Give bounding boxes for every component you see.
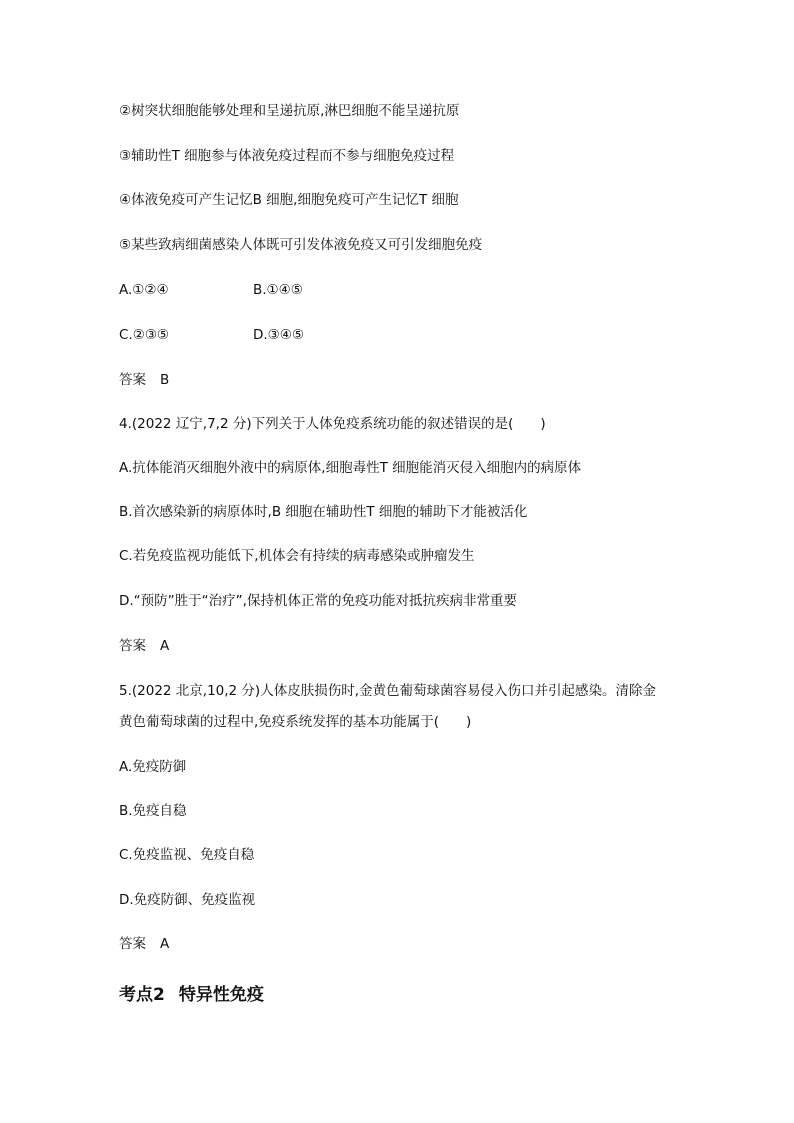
section-heading bbox=[119, 983, 264, 1007]
q4-option-c: C.若免疫监视功能低下,机体会有持续的病毒感染或肿瘤发生 bbox=[119, 548, 475, 564]
q3-statement-2: ②树突状细胞能够处理和呈递抗原,淋巴细胞不能呈递抗原 bbox=[119, 103, 460, 119]
q5-stem-line-1: 5.(2022 北京,10,2 分)人体皮肤损伤时,金黄色葡萄球菌容易侵入伤口并引起感染。清除金 bbox=[119, 683, 656, 699]
q5-answer-value: A bbox=[160, 936, 170, 952]
q3-statement-5: ⑤某些致病细菌感染人体既可引发体液免疫又可引发细胞免疫 bbox=[119, 237, 483, 253]
q5-option-b: B.免疫自稳 bbox=[119, 803, 187, 819]
q4-answer-value: A bbox=[160, 638, 170, 654]
q4-option-a: A.抗体能消灭细胞外液中的病原体,细胞毒性T 细胞能消灭侵入细胞内的病原体 bbox=[119, 460, 582, 476]
q3-options-row-1 bbox=[119, 280, 303, 300]
q5-option-d: D.免疫防御、免疫监视 bbox=[119, 892, 256, 908]
q5-option-c: C.免疫监视、免疫自稳 bbox=[119, 847, 255, 863]
q3-option-d: D.③④⑤ bbox=[253, 327, 304, 343]
q5-option-a: A.免疫防御 bbox=[119, 759, 187, 775]
q4-stem: 4.(2022 辽宁,7,2 分)下列关于人体免疫系统功能的叙述错误的是( ) bbox=[119, 416, 546, 432]
q3-option-b: B.①④⑤ bbox=[253, 282, 303, 298]
q4-answer-label: 答案 bbox=[119, 638, 146, 654]
q3-statement-3: ③辅助性T 细胞参与体液免疫过程而不参与细胞免疫过程 bbox=[119, 148, 455, 164]
q3-answer bbox=[119, 370, 169, 390]
q3-answer-value: B bbox=[160, 372, 170, 388]
q4-answer bbox=[119, 636, 169, 656]
section-number: 考点2 bbox=[119, 985, 165, 1005]
q5-stem-line-2: 黄色葡萄球菌的过程中,免疫系统发挥的基本功能属于( ) bbox=[119, 714, 472, 730]
q3-option-c: C.②③⑤ bbox=[119, 327, 170, 343]
section-title: 特异性免疫 bbox=[178, 985, 264, 1005]
q4-option-b: B.首次感染新的病原体时,B 细胞在辅助性T 细胞的辅助下才能被活化 bbox=[119, 504, 528, 520]
q3-options-row-2 bbox=[119, 325, 304, 345]
q5-answer-label: 答案 bbox=[119, 936, 146, 952]
q3-statement-4: ④体液免疫可产生记忆B 细胞,细胞免疫可产生记忆T 细胞 bbox=[119, 192, 459, 208]
q4-option-d: D.“预防”胜于“治疗”,保持机体正常的免疫功能对抵抗疾病非常重要 bbox=[119, 593, 517, 609]
q3-option-a: A.①②④ bbox=[119, 282, 169, 298]
q5-answer bbox=[119, 934, 169, 954]
q3-answer-label: 答案 bbox=[119, 372, 146, 388]
